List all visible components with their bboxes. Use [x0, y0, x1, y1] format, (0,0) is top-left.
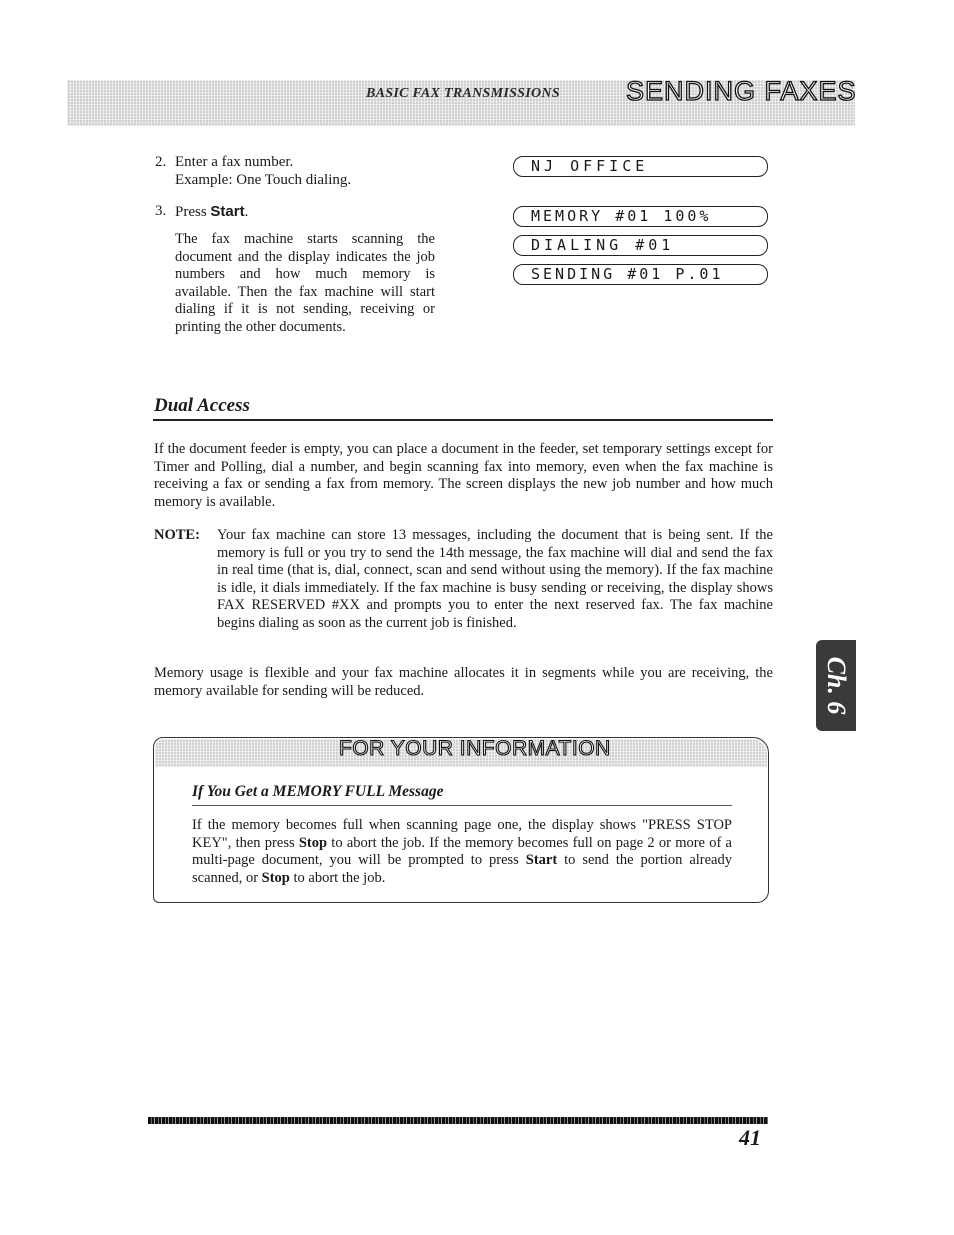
step-2	[0, 154, 954, 194]
note-text: Your fax machine can store 13 messages, including the document that is being sent. If the memory is full or you try to send the 14th message, the fax machine will dial and send the fax in real time (that is, dial, connect, scan and send without using the memory). If the fax machine is idle, it dials immediately. If the fax machine is busy sending or receiving, the display shows FAX RESERVED #XX and prompts you to enter the next reserved fax. The fax machine begins dialing as soon as the current job is finished.	[217, 527, 773, 631]
lcd-display-sending: SENDING #01 P.01	[513, 264, 768, 285]
note-label: NOTE:	[154, 527, 200, 543]
memory-usage-paragraph: Memory usage is flexible and your fax machine allocates it in segments while you are receiving, the memory available for sending will be reduced.	[154, 665, 773, 699]
step-instruction: Enter a fax number.	[175, 154, 294, 170]
info-box-text	[192, 817, 732, 887]
header-chapter-title: SENDING FAXES	[626, 76, 857, 106]
info-box-title: FOR YOUR INFORMATION	[339, 737, 611, 760]
step-3-description: The fax machine starts scanning the document and the display indicates the job numbers and how much memory is available. Then the fax machine will start dialing if it is not sending, receiving or printing the other documents.	[175, 231, 435, 335]
start-key-label: Start	[210, 203, 245, 220]
info-box-subtitle: If You Get a MEMORY FULL Message	[192, 783, 444, 800]
stop-key-label: Stop	[298, 834, 328, 851]
info-text-part: to abort the job.	[289, 869, 386, 886]
footer-bar	[148, 1117, 768, 1124]
lcd-display-dialing: DIALING #01	[513, 235, 768, 256]
start-key-label: Start	[525, 852, 558, 868]
step-text-after: .	[244, 204, 249, 220]
lcd-display-station: NJ OFFICE	[513, 156, 768, 177]
step-detail: Example: One Touch dialing.	[175, 172, 352, 188]
info-text-part: If the memory becomes full when scanning page one, the display shows "PRESS STOP KEY", then press	[192, 817, 732, 851]
chapter-tab-label: Ch. 6	[822, 656, 851, 715]
step-text-before: Press	[175, 204, 211, 220]
info-box-divider	[192, 805, 732, 806]
step-instruction	[175, 203, 248, 221]
stop-key-label: Stop	[261, 869, 290, 886]
dual-access-paragraph: If the document feeder is empty, you can place a document in the feeder, set temporary settings except for Timer and Polling, dial a number, and begin scanning fax into memory, even when the fax machine is receiving a fax or sending a fax from memory. The screen displays the new job number and how much memory is available.	[154, 441, 773, 510]
step-number: 3.	[155, 203, 167, 219]
info-text-part: to send the portion already scanned, or	[192, 852, 732, 886]
page-number: 41	[739, 1125, 761, 1150]
chapter-tab	[816, 640, 856, 731]
section-divider	[153, 419, 773, 421]
lcd-display-memory: MEMORY #01 100%	[513, 206, 768, 227]
section-title-dual-access: Dual Access	[154, 395, 250, 416]
step-number: 2.	[155, 154, 167, 170]
header-section-title: BASIC FAX TRANSMISSIONS	[366, 86, 560, 101]
info-text-part: to abort the job. If the memory becomes full on page 2 or more of a multi-page document, you will be prompted to press	[192, 834, 732, 868]
step-3	[0, 203, 954, 225]
